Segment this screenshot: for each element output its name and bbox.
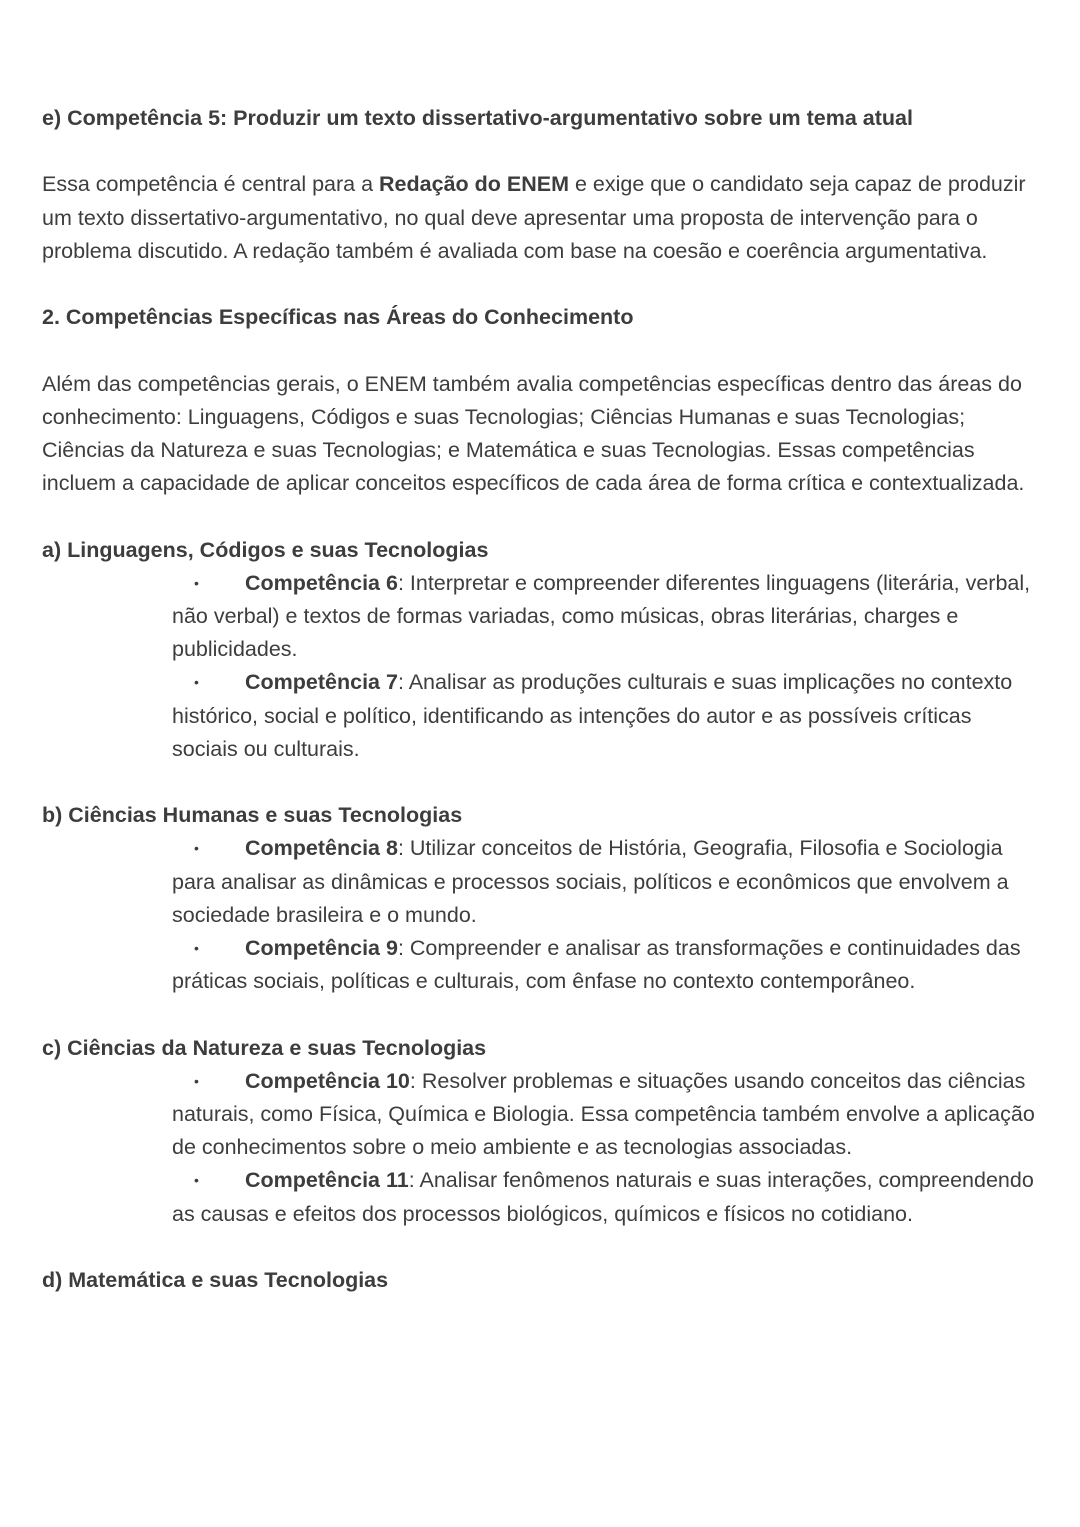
document-page xyxy=(42,102,1042,1297)
section-e-paragraph xyxy=(42,168,1042,268)
area-c-heading: c) Ciências da Natureza e suas Tecnologias xyxy=(42,1035,487,1060)
bullet-icon: • xyxy=(194,940,199,956)
bullet-icon: • xyxy=(194,840,199,857)
list-item xyxy=(42,567,1042,667)
area-d-heading: d) Matemática e suas Tecnologias xyxy=(42,1268,389,1292)
list-item xyxy=(42,832,1042,932)
paragraph-text: Essa competência é central para a xyxy=(42,172,380,197)
list-item xyxy=(42,666,1042,766)
section-2-paragraph: Além das competências gerais, o ENEM também avalia competências específicas dentro das áreas do conhecimento: Linguagens, Códigos e suas Tecnologias; Ciências Humanas e suas Tecnologias; Ciências da Natureza e suas Tecnologias; e Matemática e suas Tecnologias. Essas competências incluem a capacidade de aplicar conceitos específicos de cada área de forma crítica e contextualizada. xyxy=(42,371,1025,496)
section-e-heading: e) Competência 5: Produzir um texto dissertativo-argumentativo sobre um tema atual xyxy=(42,106,913,130)
bullet-icon: • xyxy=(194,674,199,691)
bullet-icon: • xyxy=(194,574,199,591)
area-a-list xyxy=(42,567,1042,766)
competency-text: : Interpretar e compreender diferentes linguagens (literária, verbal, não verbal) e textos de formas variadas, como músicas, obras literárias, charges e publicidades. xyxy=(172,570,1031,662)
bold-term: Redação do ENEM xyxy=(379,172,569,197)
area-a-heading: a) Linguagens, Códigos e suas Tecnologias xyxy=(42,537,489,562)
area-c-list xyxy=(42,1065,1042,1231)
competency-title: Competência 9 xyxy=(245,936,398,960)
competency-text: : Analisar as produções culturais e suas implicações no contexto histórico, social e político, identificando as intenções do autor e as possíveis críticas sociais ou culturais. xyxy=(172,670,1013,761)
competency-title: Competência 11 xyxy=(245,1168,409,1193)
list-item xyxy=(42,1065,1042,1165)
list-item xyxy=(42,1164,1042,1230)
competency-title: Competência 8 xyxy=(245,836,398,861)
section-2-heading: 2. Competências Específicas nas Áreas do Conhecimento xyxy=(42,305,634,330)
competency-title: Competência 7 xyxy=(245,670,398,695)
area-b-heading: b) Ciências Humanas e suas Tecnologias xyxy=(42,803,463,828)
list-item xyxy=(42,932,1042,998)
competency-text: : Resolver problemas e situações usando conceitos das ciências naturais, como Física, Química e Biologia. Essa competência também envolve a aplicação de conhecimentos sobre o meio ambiente e as tecnologias associadas. xyxy=(172,1068,1035,1160)
competency-text: : Analisar fenômenos naturais e suas interações, compreendendo as causas e efeitos dos processos biológicos, químicos e físicos no cotidiano. xyxy=(172,1168,1034,1226)
competency-title: Competência 6 xyxy=(245,570,398,595)
competency-text: : Compreender e analisar as transformações e continuidades das práticas sociais, políticas e culturais, com ênfase no contexto contemporâneo. xyxy=(172,936,1021,994)
bullet-icon: • xyxy=(194,1172,199,1189)
area-b-list xyxy=(42,832,1042,998)
competency-title: Competência 10 xyxy=(245,1068,410,1093)
competency-text: : Utilizar conceitos de História, Geografia, Filosofia e Sociologia para analisar as dinâmicas e processos sociais, políticos e econômicos que envolvem a sociedade brasileira e o mundo. xyxy=(172,836,1009,927)
bullet-icon: • xyxy=(194,1072,199,1089)
paragraph-text: e exige que o candidato seja capaz de produzir um texto dissertativo-argumentativo, no qual deve apresentar uma proposta de intervenção para o problema discutido. A redação também é avaliada com base na coesão e coerência argumentativa. xyxy=(42,172,1026,263)
